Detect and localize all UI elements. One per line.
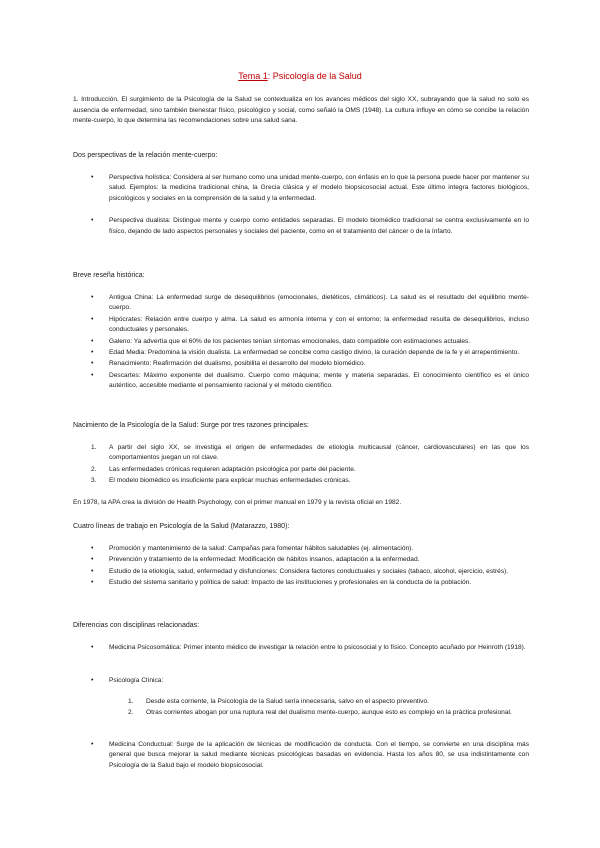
list-item: • Antigua China: La enfermedad surge de desequilibrios (emocionales, dietéticos, climáticos). La salud es el resultado del equilibrio mente-cuerpo.: [109, 293, 529, 314]
list-item: • Hipócrates: Relación entre cuerpo y alma. La salud es armonía interna y con el entorno; la enfermedad resulta de desequilibrios, incluso conductuales y personales.: [109, 315, 529, 336]
mind-body-list: [109, 173, 529, 237]
differences-list-behavioral: [109, 740, 529, 771]
list-item: 2. Las enfermedades crónicas requieren adaptación psicológica por parte del paciente.: [91, 465, 356, 473]
section-heading-history: Breve reseña histórica:: [73, 272, 145, 279]
list-item: • Medicina Psicosomática: Primer intento médico de investigar la relación entre lo psicosocial y lo físico. Concepto acuñado por Heinroth (1918).: [109, 643, 529, 653]
clinical-sub-list: [128, 697, 529, 719]
list-item: • Medicina Conductual: Surge de la aplicación de técnicas de modificación de conducta. Con el tiempo, se convierte en una disciplina más general que busca mejorar la salud mediante técnicas psicológicas basadas en evidencia. Hasta los años 80, se usa indistintamente con Psicología de la Salud bajo el modelo biopsicosocial.: [109, 740, 529, 771]
list-item: • Prevención y tratamiento de la enfermedad: Modificación de hábitos insanos, adaptación a la enfermedad.: [109, 555, 529, 565]
birth-reasons-list: [91, 443, 529, 487]
list-item: • Psicología Clínica:: [109, 676, 529, 686]
differences-list-clinical: [109, 676, 529, 686]
differences-list: [109, 643, 529, 653]
page-title: [0, 71, 600, 81]
list-item: • Perspectiva dualista: Distingue mente y cuerpo como entidades separadas. El modelo biomédico tradicional se centra exclusivamente en lo físico, dejando de lado aspectos personales y sociales del paciente, como en el tratamiento del cáncer o de la ínfarto.: [109, 216, 529, 237]
section-heading-work-lines: Cuatro líneas de trabajo en Psicología de la Salud (Matarazzo, 1980):: [73, 523, 290, 530]
apa-paragraph: En 1978, la APA crea la división de Health Psychology, con el primer manual en 1979 y la revista oficial en 1982.: [73, 499, 402, 506]
list-item: • Edad Media: Predomina la visión dualista. La enfermedad se concibe como castigo divino, la curación depende de la fe y el arrepentimiento.: [109, 348, 529, 358]
list-item: • Estudio del sistema sanitario y política de salud: Impacto de las instituciones y profesionales en la conducta de la población.: [109, 578, 529, 588]
intro-paragraph: 1. Introducción. El surgimiento de la Psicología de la Salud se contextualiza en los avances médicos del siglo XX, subrayando que la salud no solo es ausencia de enfermedad, sino también bienestar físico, psicológico y social, como señaló la OMS (1948). La cultura influye en cómo se concibe la relación mente-cuerpo, lo que determina las recomendaciones sobre una salud sana.: [73, 96, 529, 125]
list-item: • Galeno: Ya advertía que el 60% de los pacientes tenían síntomas emocionales, dato compatible con estimaciones actuales.: [109, 337, 529, 347]
history-list: [109, 293, 529, 392]
title-subject: : Psicología de la Salud: [267, 71, 362, 81]
work-lines-list: [109, 544, 529, 589]
list-item: 3. El modelo biomédico es insuficiente para explicar muchas enfermedades crónicas.: [91, 477, 351, 485]
section-heading-birth: Nacimiento de la Psicología de la Salud: Surge por tres razones principales:: [73, 422, 309, 429]
list-item: 1. Desde esta corriente, la Psicología de la Salud sería innecesaria, salvo en el aspecto preventivo.: [128, 698, 429, 705]
section-heading-differences: Diferencias con disciplinas relacionadas:: [73, 622, 200, 629]
title-topic: Tema 1: [238, 71, 268, 81]
list-item: • Renacimiento: Reafirmación del dualismo, posibilita el desarrollo del modelo biomédico.: [109, 359, 529, 369]
list-item: 2. Otras corrientes abogan por una ruptura real del dualismo mente-cuerpo, aunque esto es complejo en la práctica profesional.: [128, 709, 512, 717]
list-item: • Descartes: Máximo exponente del dualismo. Cuerpo como máquina; mente y materia separadas. El conocimiento científico es el único auténtico, accesible mediante el pensamiento racional y el método científico.: [109, 371, 529, 392]
section-heading-mind-body: Dos perspectivas de la relación mente-cuerpo:: [73, 152, 218, 159]
list-item: 1. A partir del siglo XX, se investiga el origen de enfermedades de etiología multicausal (cáncer, cardiovasculares) en las que los comportamientos juegan un rol clave.: [91, 444, 529, 462]
list-item: • Estudio de la etiología, salud, enfermedad y disfunciones: Considera factores conductuales y sociales (tabaco, alcohol, ejercicio, estrés).: [109, 567, 529, 577]
list-item: • Promoción y mantenimiento de la salud: Campañas para fomentar hábitos saludables (ej. alimentación).: [109, 544, 529, 554]
list-item: • Perspectiva holística: Considera al ser humano como una unidad mente-cuerpo, con énfasis en lo que la persona puede hacer por mantener su salud. Ejemplos: la medicina tradicional china, la Grecia clásica y el modelo biopsicosocial actual. Este último integra factores biológicos, psicológicos y sociales en la comprensión de la salud y la enfermedad.: [109, 173, 529, 204]
